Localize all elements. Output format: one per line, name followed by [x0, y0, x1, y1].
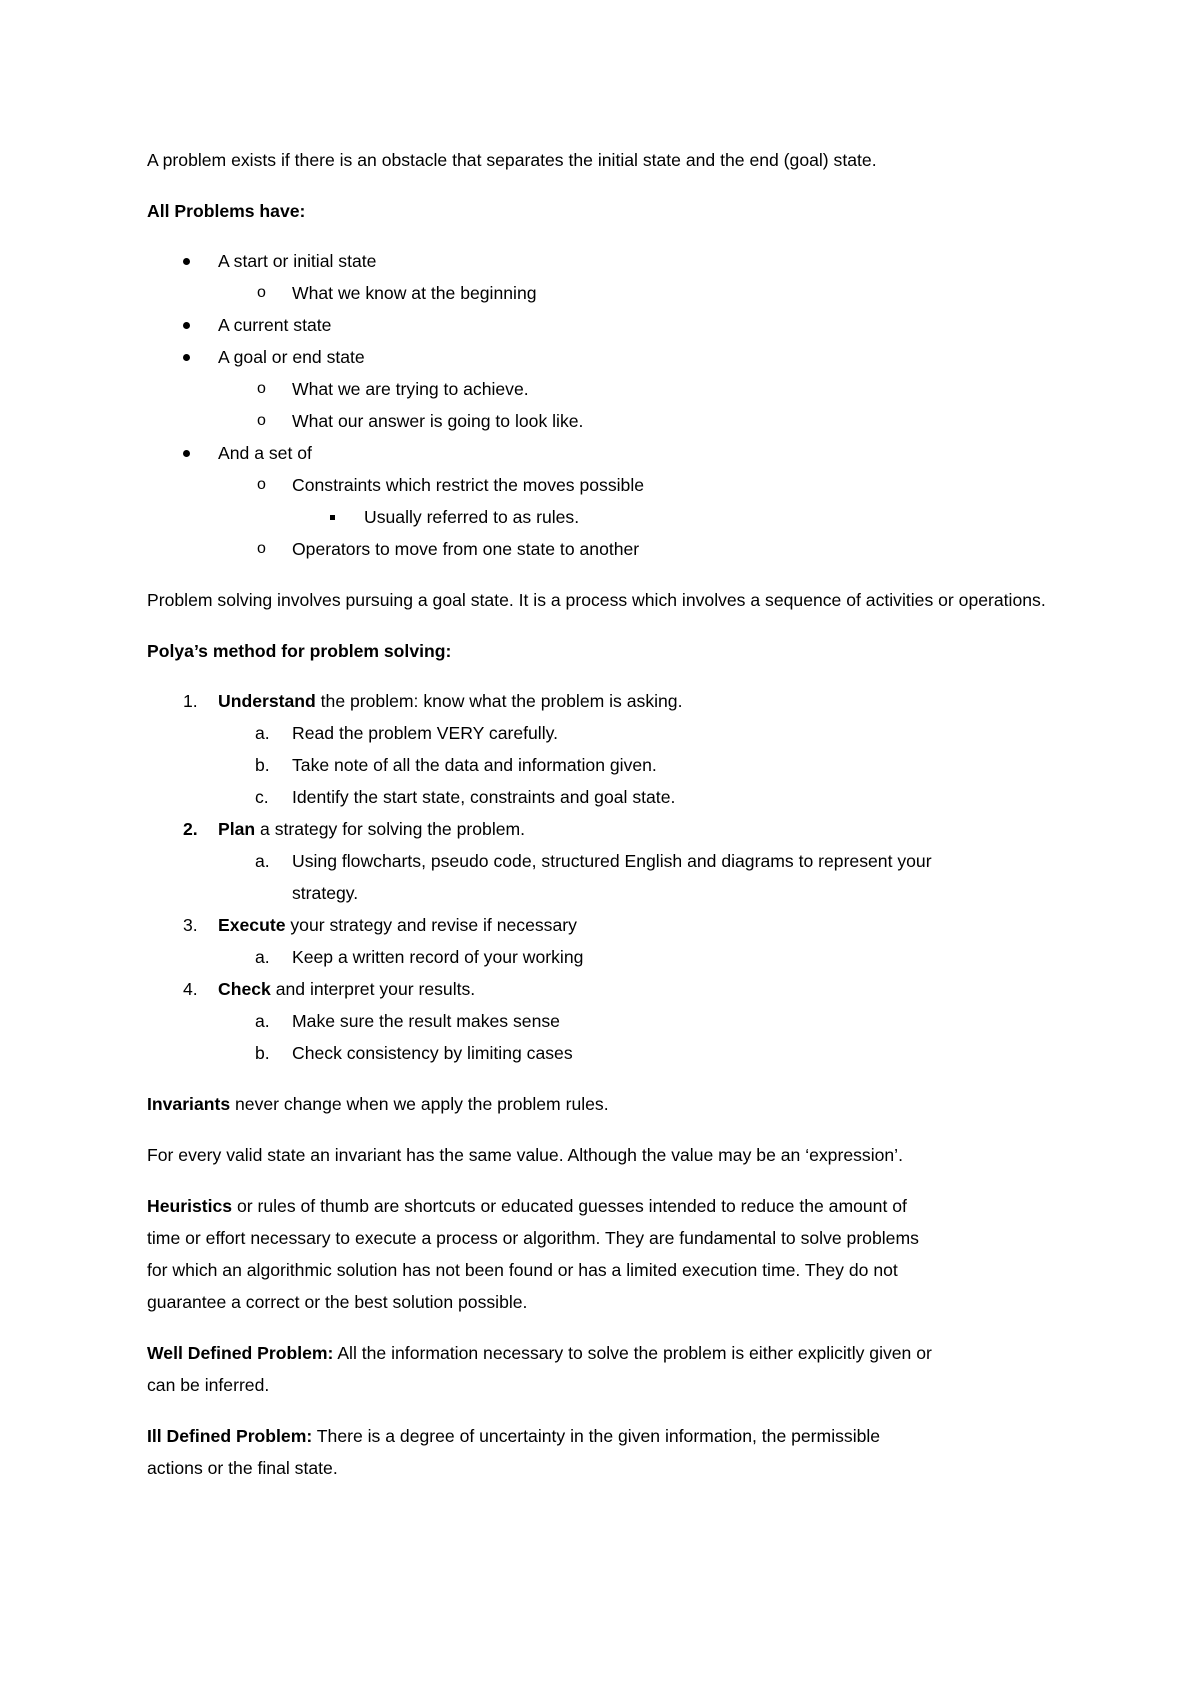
problem-components-list	[147, 245, 1060, 565]
sub-step-letter: c.	[255, 787, 269, 807]
polya-steps-list	[147, 685, 1060, 1069]
sub-step-letter: b.	[255, 755, 270, 775]
list-item: a. Make sure the result makes sense	[147, 1005, 1060, 1037]
intro-paragraph: A problem exists if there is an obstacle that separates the initial state and the end (goal) state.	[147, 150, 877, 170]
list-item: a. Read the problem VERY carefully.	[147, 717, 1060, 749]
step-number: 1.	[183, 691, 198, 711]
list-item: b. Take note of all the data and information given.	[147, 749, 1060, 781]
bullet-circle-icon: o	[257, 380, 266, 397]
list-item: b. Check consistency by limiting cases	[147, 1037, 1060, 1069]
bullet-circle-icon: o	[257, 284, 266, 301]
list-item: 2. Plan a strategy for solving the problem.	[147, 813, 1060, 845]
sub-step-letter: a.	[255, 723, 270, 743]
invariants-paragraph: Invariants never change when we apply the problem rules.	[147, 1094, 609, 1114]
list-item: A start or initial state	[218, 251, 377, 271]
well-defined-paragraph: Well Defined Problem: All the information necessary to solve the problem is either explicitly given or can be inferred.	[147, 1343, 932, 1395]
step-number: 4.	[183, 979, 198, 999]
list-item: o Operators to move from one state to another	[147, 533, 1060, 565]
bullet-circle-icon: o	[257, 476, 266, 493]
list-item: c. Identify the start state, constraints and goal state.	[147, 781, 1060, 813]
list-item: 3. Execute your strategy and revise if necessary	[147, 909, 1060, 941]
list-item-continuation: strategy.	[292, 883, 359, 903]
heuristics-paragraph: Heuristics or rules of thumb are shortcuts or educated guesses intended to reduce the amount of time or effort necessary to execute a process or algorithm. They are fundamental to solve problems for which an algorithmic solution has not been found or has a limited execution time. They do not guarantee a correct or the best solution possible.	[147, 1196, 919, 1312]
step-number: 2.	[183, 819, 198, 839]
list-item: And a set of	[218, 443, 312, 463]
bullet-circle-icon: o	[257, 412, 266, 429]
sub-step-letter: b.	[255, 1043, 270, 1063]
sub-step-letter: a.	[255, 851, 270, 871]
list-item: o What we are trying to achieve.	[147, 373, 1060, 405]
problem-solving-paragraph: Problem solving involves pursuing a goal state. It is a process which involves a sequence of activities or operations.	[147, 590, 1046, 610]
ill-defined-paragraph: Ill Defined Problem: There is a degree of uncertainty in the given information, the permissible actions or the final state.	[147, 1426, 881, 1478]
list-item: o Constraints which restrict the moves possible	[147, 469, 1060, 501]
invariant-value-paragraph: For every valid state an invariant has the same value. Although the value may be an ‘expression’.	[147, 1145, 903, 1165]
list-item: A current state	[218, 315, 332, 335]
all-problems-heading: All Problems have:	[147, 201, 306, 221]
bullet-circle-icon: o	[257, 540, 266, 557]
polya-heading: Polya’s method for problem solving:	[147, 641, 452, 661]
list-item: o What our answer is going to look like.	[147, 405, 1060, 437]
list-item: a. Using flowcharts, pseudo code, structured English and diagrams to represent your	[147, 845, 1060, 877]
list-item: o What we know at the beginning	[147, 277, 1060, 309]
list-item: 4. Check and interpret your results.	[147, 973, 1060, 1005]
list-item: 1. Understand the problem: know what the problem is asking.	[147, 685, 1060, 717]
sub-step-letter: a.	[255, 1011, 270, 1031]
list-item: Usually referred to as rules.	[364, 507, 580, 527]
sub-step-letter: a.	[255, 947, 270, 967]
step-number: 3.	[183, 915, 198, 935]
list-item: A goal or end state	[218, 347, 365, 367]
list-item: a. Keep a written record of your working	[147, 941, 1060, 973]
